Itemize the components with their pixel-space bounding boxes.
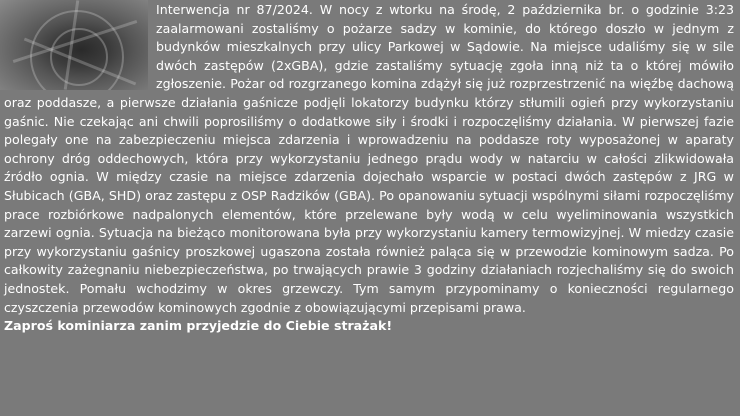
post-closing-text: Zaproś kominiarza zanim przyjedzie do Ciebie strażak! — [4, 318, 393, 334]
post-body-text: Interwencja nr 87/2024. W nocy z wtorku na środę, 2 października br. o godzinie 3:23 zaalarmowani zostaliśmy o pożarze sadzy w kominie, do którego doszło w jednym z budynków mieszkalnych przy ulicy Parkowej w Sądowie. Na miejsce udaliśmy się w sile dwóch zastępów (2xGBA), gdzie zastaliśmy sytuację zgoła inną niż ta o której mówiło zgłoszenie. Pożar od rozgrzanego komina zdążył się już rozprzestrzenić na więźbę dachową oraz poddasze, a pierwsze działania gaśnicze podjęli lokatorzy budynku którzy stłumili ogień przy wykorzystaniu gaśnic. Nie czekając ani chwili poprosiliśmy o dodatkowe siły i środki i rozpoczęliśmy działania. W pierwszej fazie polegały one na zabezpieczeniu miejsca zdarzenia i wprowadzeniu na poddasze roty wyposażonej w aparaty ochrony dróg oddechowych, która przy wykorzystaniu jednego prądu wody w natarciu w całości zlikwidowała źródło ognia. W między czasie na miejsce zdarzenia dojechało wsparcie w postaci dwóch zastępów z JRG w Słubicach (GBA, SHD) oraz zastępu z OSP Radzików (GBA). Po opanowaniu sytuacji wspólnymi siłami rozpoczęliśmy prace rozbiórkowe nadpalonych elementów, które przelewane były wodą w celu wyeliminowania wszystkich zarzewi ognia. Sytuacja na bieżąco monitorowana była przy wykorzystaniu kamery termowizyjnej. W miedzy czasie przy wykorzystaniu gaśnicy proszkowej ugaszona została również paląca się w przewodzie kominowym sadza. Po całkowity zażegnaniu niebezpieczeństwa, po trwających prawie 3 godziny działaniach rozjechaliśmy się do swoich jednostek. Pomału wchodzimy w okres grzewczy. Tym samym przypominamy o konieczności regularnego czyszczenia przewodów kominowych zgodnie z obowiązującymi przepisami prawa. — [4, 2, 734, 315]
chimney-photo — [0, 0, 148, 90]
photo-ring-inner — [50, 28, 108, 86]
